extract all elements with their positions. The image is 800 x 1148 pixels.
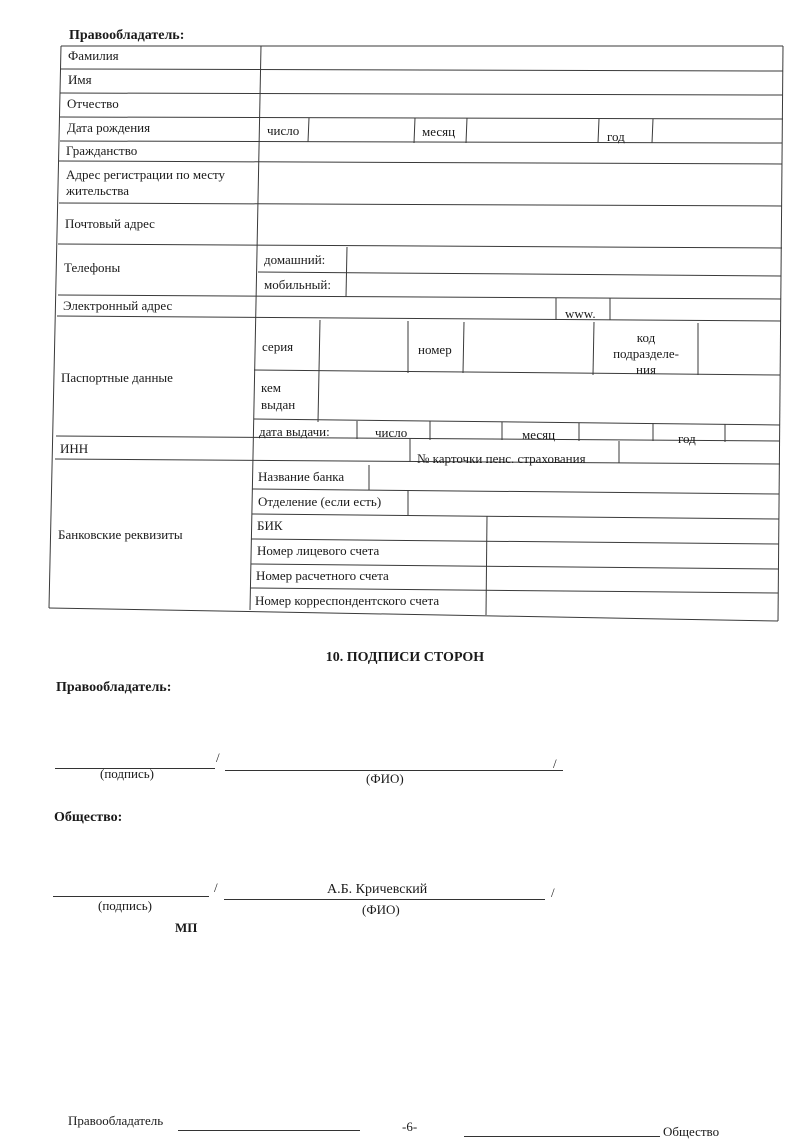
bik-field[interactable]: [489, 518, 778, 540]
name-field[interactable]: [263, 72, 781, 92]
inn-label: ИНН: [60, 441, 89, 456]
postal-address-label: Почтовый адрес: [65, 216, 155, 231]
issue-date-label: дата выдачи:: [259, 424, 330, 439]
division-code-field[interactable]: [700, 325, 779, 372]
inn-field[interactable]: [253, 440, 408, 460]
website-field[interactable]: [612, 300, 780, 319]
passport-number-label: номер: [418, 342, 452, 357]
bank-details-label: Банковские реквизиты: [58, 527, 183, 542]
issued-by-label-line2: выдан: [261, 397, 296, 412]
settlement-account-field[interactable]: [489, 568, 778, 590]
patronymic-label: Отчество: [67, 96, 119, 111]
bank-branch-label: Отделение (если есть): [258, 494, 382, 509]
email-field[interactable]: [260, 299, 554, 318]
bank-branch-field[interactable]: [410, 492, 778, 514]
form-heading: Правообладатель:: [69, 28, 185, 43]
reg-address-label-line1: Адрес регистрации по месту: [66, 167, 225, 182]
footer-holder-initials-line[interactable]: [178, 1130, 360, 1131]
section-title: 10. ПОДПИСИ СТОРОН: [325, 650, 485, 665]
seal-placeholder: МП: [175, 920, 198, 935]
company-fio-caption: (ФИО): [362, 902, 400, 917]
holder-slash-right: /: [553, 756, 557, 771]
birth-date-label: Дата рождения: [67, 120, 151, 135]
corr-account-field[interactable]: [489, 593, 778, 615]
issue-day-field[interactable]: [432, 423, 501, 439]
bik-label: БИК: [257, 518, 283, 533]
phones-label: Телефоны: [64, 260, 121, 275]
birth-day-field[interactable]: [310, 120, 413, 140]
passport-label: Паспортные данные: [61, 370, 173, 385]
corr-account-label: Номер корреспондентского счета: [255, 593, 440, 608]
birth-year-label: год: [607, 129, 625, 144]
birth-year-field[interactable]: [655, 121, 780, 141]
passport-series-field[interactable]: [322, 323, 406, 370]
holder-fio-caption: (ФИО): [366, 771, 404, 786]
footer-company-initials-line[interactable]: [464, 1136, 660, 1137]
bank-name-field[interactable]: [371, 467, 778, 489]
issue-year-field[interactable]: [727, 425, 779, 441]
company-slash-right: /: [551, 885, 555, 900]
mobile-phone-field[interactable]: [349, 275, 780, 296]
personal-account-field[interactable]: [489, 543, 778, 565]
surname-field[interactable]: [263, 48, 781, 68]
birth-month-label: месяц: [422, 124, 456, 139]
issue-year-label: год: [678, 431, 696, 446]
issued-by-field[interactable]: [321, 374, 779, 419]
settlement-account-label: Номер расчетного счета: [256, 568, 389, 583]
pension-card-label: № карточки пенс. страхования: [417, 451, 586, 466]
company-slash-left: /: [214, 880, 218, 895]
issued-by-label-line1: кем: [261, 380, 281, 395]
citizenship-field[interactable]: [262, 144, 780, 161]
company-fio-value: А.Б. Кричевский: [327, 882, 428, 897]
division-code-label-line3: ния: [636, 362, 656, 377]
issue-month-label: месяц: [522, 427, 556, 442]
page-number: -6-: [402, 1119, 418, 1134]
reg-address-label-line2: жительства: [66, 183, 129, 198]
patronymic-field[interactable]: [263, 96, 781, 116]
holder-slash-left: /: [216, 750, 220, 765]
passport-number-field[interactable]: [465, 324, 592, 371]
citizenship-label: Гражданство: [66, 143, 138, 158]
surname-label: Фамилия: [68, 48, 119, 63]
www-label: www.: [565, 306, 596, 321]
footer-company-label: Общество: [663, 1124, 720, 1139]
company-signature-line[interactable]: [53, 896, 209, 897]
passport-series-label: серия: [262, 339, 294, 354]
company-signature-caption: (подпись): [98, 898, 152, 913]
mobile-phone-label: мобильный:: [264, 277, 331, 292]
division-code-label-line2: подразделе-: [613, 346, 679, 361]
birth-month-field[interactable]: [468, 120, 597, 140]
reg-address-field[interactable]: [262, 166, 780, 202]
issue-day-label: число: [375, 425, 408, 440]
email-label: Электронный адрес: [63, 298, 173, 313]
bank-name-label: Название банка: [258, 469, 345, 484]
company-signature-heading: Общество:: [54, 810, 123, 825]
home-phone-field[interactable]: [349, 249, 780, 271]
issue-month-field[interactable]: [581, 424, 652, 440]
home-phone-label: домашний:: [264, 252, 326, 267]
name-label: Имя: [68, 72, 92, 87]
footer-holder-label: Правообладатель: [68, 1113, 164, 1128]
company-fio-line[interactable]: [224, 899, 545, 900]
holder-signature-heading: Правообладатель:: [56, 680, 172, 695]
postal-address-field[interactable]: [261, 208, 780, 244]
personal-account-label: Номер лицевого счета: [257, 543, 380, 558]
pension-card-field[interactable]: [621, 443, 779, 462]
division-code-label-line1: код: [636, 330, 656, 345]
birth-day-label: число: [267, 123, 300, 138]
holder-signature-caption: (подпись): [100, 766, 154, 781]
